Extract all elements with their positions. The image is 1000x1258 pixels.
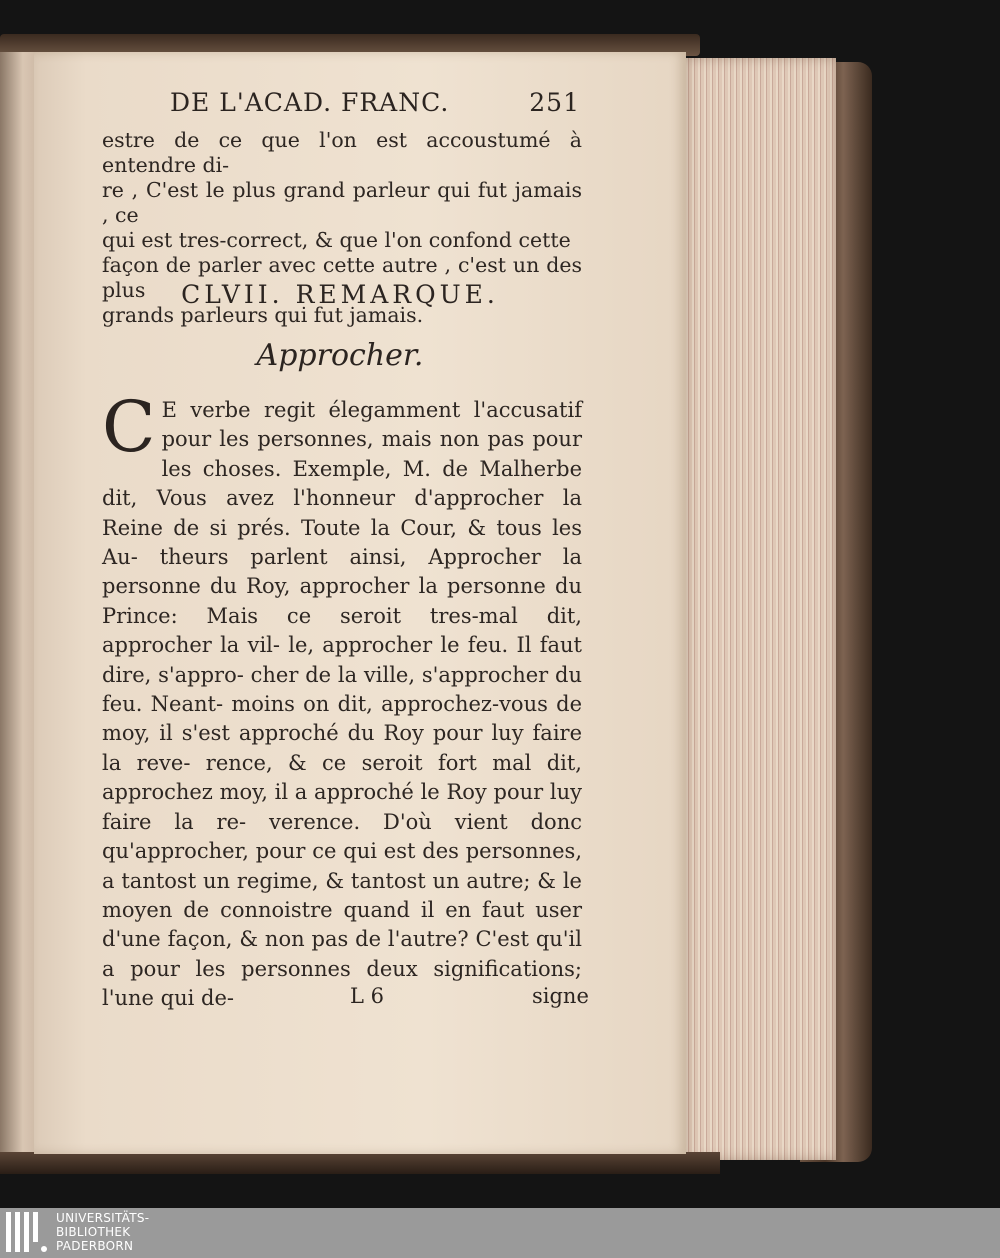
text-line: moins on dit, approchez-vous de moy, il: [102, 692, 583, 746]
running-head: DE L'ACAD. FRANC.: [170, 88, 450, 117]
remarque-heading: CLVII. REMARQUE.: [181, 280, 499, 309]
text-line: regime, & tantost un autre; & le moyen de: [102, 868, 582, 922]
text-line: connoistre quand il en faut user d'une façon,: [102, 897, 582, 952]
text-line: si prés. Toute la Cour, & tous les Au-: [102, 515, 582, 570]
text-line: façon de parler avec cette autre , c'est un des plus: [102, 253, 582, 302]
library-line-2: BIBLIOTHEK: [56, 1225, 131, 1239]
page-edges: [686, 58, 836, 1160]
text-line: pour ce qui est des personnes, a tantost un: [102, 839, 582, 893]
text-line: moy, il a approché le Roy pour luy faire la re-: [102, 780, 582, 834]
text-line: Exemple, M. de Malherbe dit, Vous avez l'honneur d'approcher la Reine de: [102, 456, 582, 540]
paragraph-opening: E verbe regit élegamment l'accusatif pour les personnes, mais non pas pour les choses.: [161, 398, 582, 481]
left-page-edge: [0, 52, 38, 1164]
main-paragraph: [102, 386, 583, 1014]
text-line: du Roy, approcher la personne du Prince:: [102, 574, 583, 628]
text-line: le, approcher le feu. Il faut dire, s'appro-: [102, 633, 582, 687]
page-number: 251: [529, 88, 580, 117]
catchword: signe: [532, 984, 589, 1008]
book-cover-bottom: [0, 1152, 720, 1174]
text-line: re , C'est le plus grand parleur qui fut jamais , ce: [102, 178, 582, 227]
library-footer: [0, 1208, 1000, 1258]
library-name: [56, 1211, 149, 1253]
text-line: cher de la ville, s'approcher du feu. Neant-: [102, 662, 582, 717]
text-line: s'est approché du Roy pour luy faire la reve-: [102, 721, 583, 775]
text-line: personnes deux significations; l'une qui de-: [102, 956, 582, 1011]
text-line: rence, & ce seroit fort mal dit, approchez: [102, 750, 582, 805]
text-line: qui est tres-correct, & que l'on confond cette: [102, 228, 571, 252]
text-line: theurs parlent ainsi, Approcher la personne: [102, 545, 582, 599]
word-heading: Approcher.: [256, 338, 424, 373]
library-line-1: UNIVERSITÄTS-: [56, 1211, 150, 1225]
page-header: [100, 86, 580, 126]
text-line: & non pas de l'autre? C'est qu'il a pour les: [102, 927, 582, 981]
text-line: Mais ce seroit tres-mal dit, approcher la vil-: [102, 603, 582, 658]
library-line-3: PADERBORN: [56, 1239, 134, 1253]
text-line: verence. D'où vient donc qu'approcher,: [102, 809, 582, 864]
signature-mark: L 6: [350, 984, 384, 1008]
drop-cap: C: [102, 386, 156, 468]
text-line: grands parleurs qui fut jamais.: [102, 303, 424, 327]
text-line: estre de ce que l'on est accoustumé à entendre di-: [102, 128, 582, 177]
ub-paderborn-logo-icon: [6, 1212, 46, 1254]
